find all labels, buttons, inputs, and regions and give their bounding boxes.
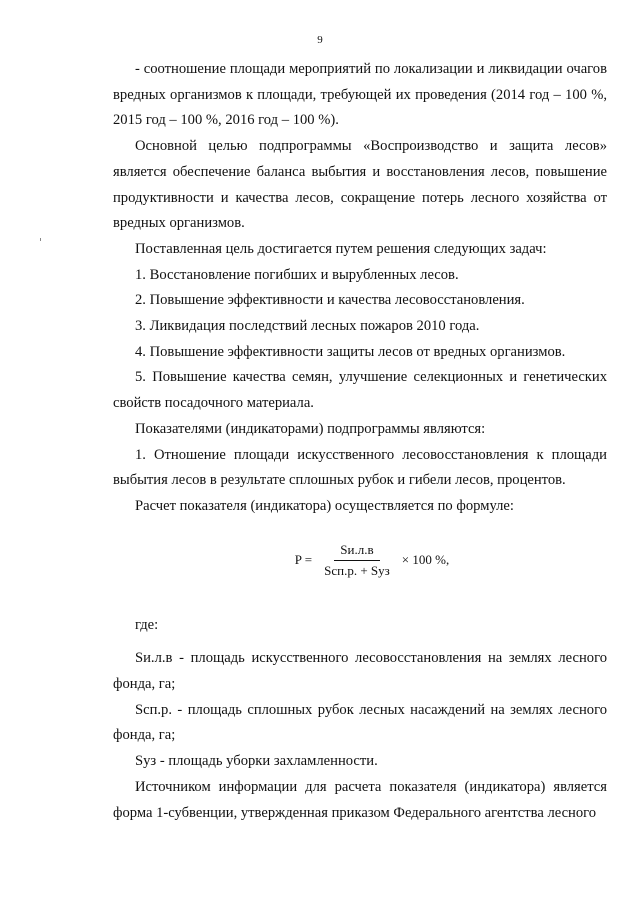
- formula-rhs: × 100 %,: [401, 552, 450, 568]
- list-item-task-2: 2. Повышение эффективности и качества лесовосстановления.: [135, 292, 525, 309]
- definition-s-spr: Sсп.р. - площадь сплошных рубок лесных насаждений на землях лесного фонда, га;: [113, 701, 607, 744]
- paragraph-ratio-measures: - соотношение площади мероприятий по локализации и ликвидации очагов вредных организмов к площади, требующей их проведения (2014 год – 100 %, 2015 год – 100 %, 2016 год – 100 %).: [113, 61, 607, 129]
- list-item-task-5: 5. Повышение качества семян, улучшение селекционных и генетических свойств посадочного материала.: [113, 369, 607, 412]
- paragraph-formula-intro: Расчет показателя (индикатора) осуществляется по формуле:: [135, 497, 514, 514]
- paragraph-where: где:: [135, 616, 159, 633]
- list-item-task-4: 4. Повышение эффективности защиты лесов от вредных организмов.: [135, 343, 566, 360]
- formula-numerator: Sи.л.в: [334, 542, 379, 561]
- list-item-indicator-1: 1. Отношение площади искусственного лесовосстановления к площади выбытия лесов в результате сплошных рубок и гибели лесов, процентов.: [113, 446, 607, 489]
- page-number: 9: [317, 34, 323, 46]
- list-item-task-3: 3. Ликвидация последствий лесных пожаров 2010 года.: [135, 318, 480, 335]
- definition-s-uz: Sуз - площадь уборки захламленности.: [135, 753, 378, 770]
- formula-lhs: P =: [294, 552, 313, 568]
- paragraph-indicators-intro: Показателями (индикаторами) подпрограммы являются:: [135, 420, 486, 437]
- paragraph-tasks-intro: Поставленная цель достигается путем решения следующих задач:: [135, 240, 547, 257]
- formula-denominator: Sсп.р. + Sуз: [324, 562, 390, 578]
- formula: [137, 542, 607, 579]
- body-text: [113, 57, 607, 826]
- list-item-task-1: 1. Восстановление погибших и вырубленных лесов.: [135, 266, 459, 283]
- definition-s-ilv: Sи.л.в - площадь искусственного лесовосстановления на землях лесного фонда, га;: [113, 650, 607, 693]
- formula-fraction: [318, 542, 396, 579]
- spacer: [113, 638, 607, 646]
- margin-mark: [40, 238, 41, 241]
- paragraph-information-source: Источником информации для расчета показателя (индикатора) является форма 1-субвенции, утвержденная приказом Федерального агентства лесного: [113, 778, 607, 821]
- paragraph-main-goal: Основной целью подпрограммы «Воспроизводство и защита лесов» является обеспечение баланса выбытия и восстановления лесов, повышение продуктивности и качества лесов, сокращение потерь лесного хозяйства от вредных организмов.: [113, 138, 607, 232]
